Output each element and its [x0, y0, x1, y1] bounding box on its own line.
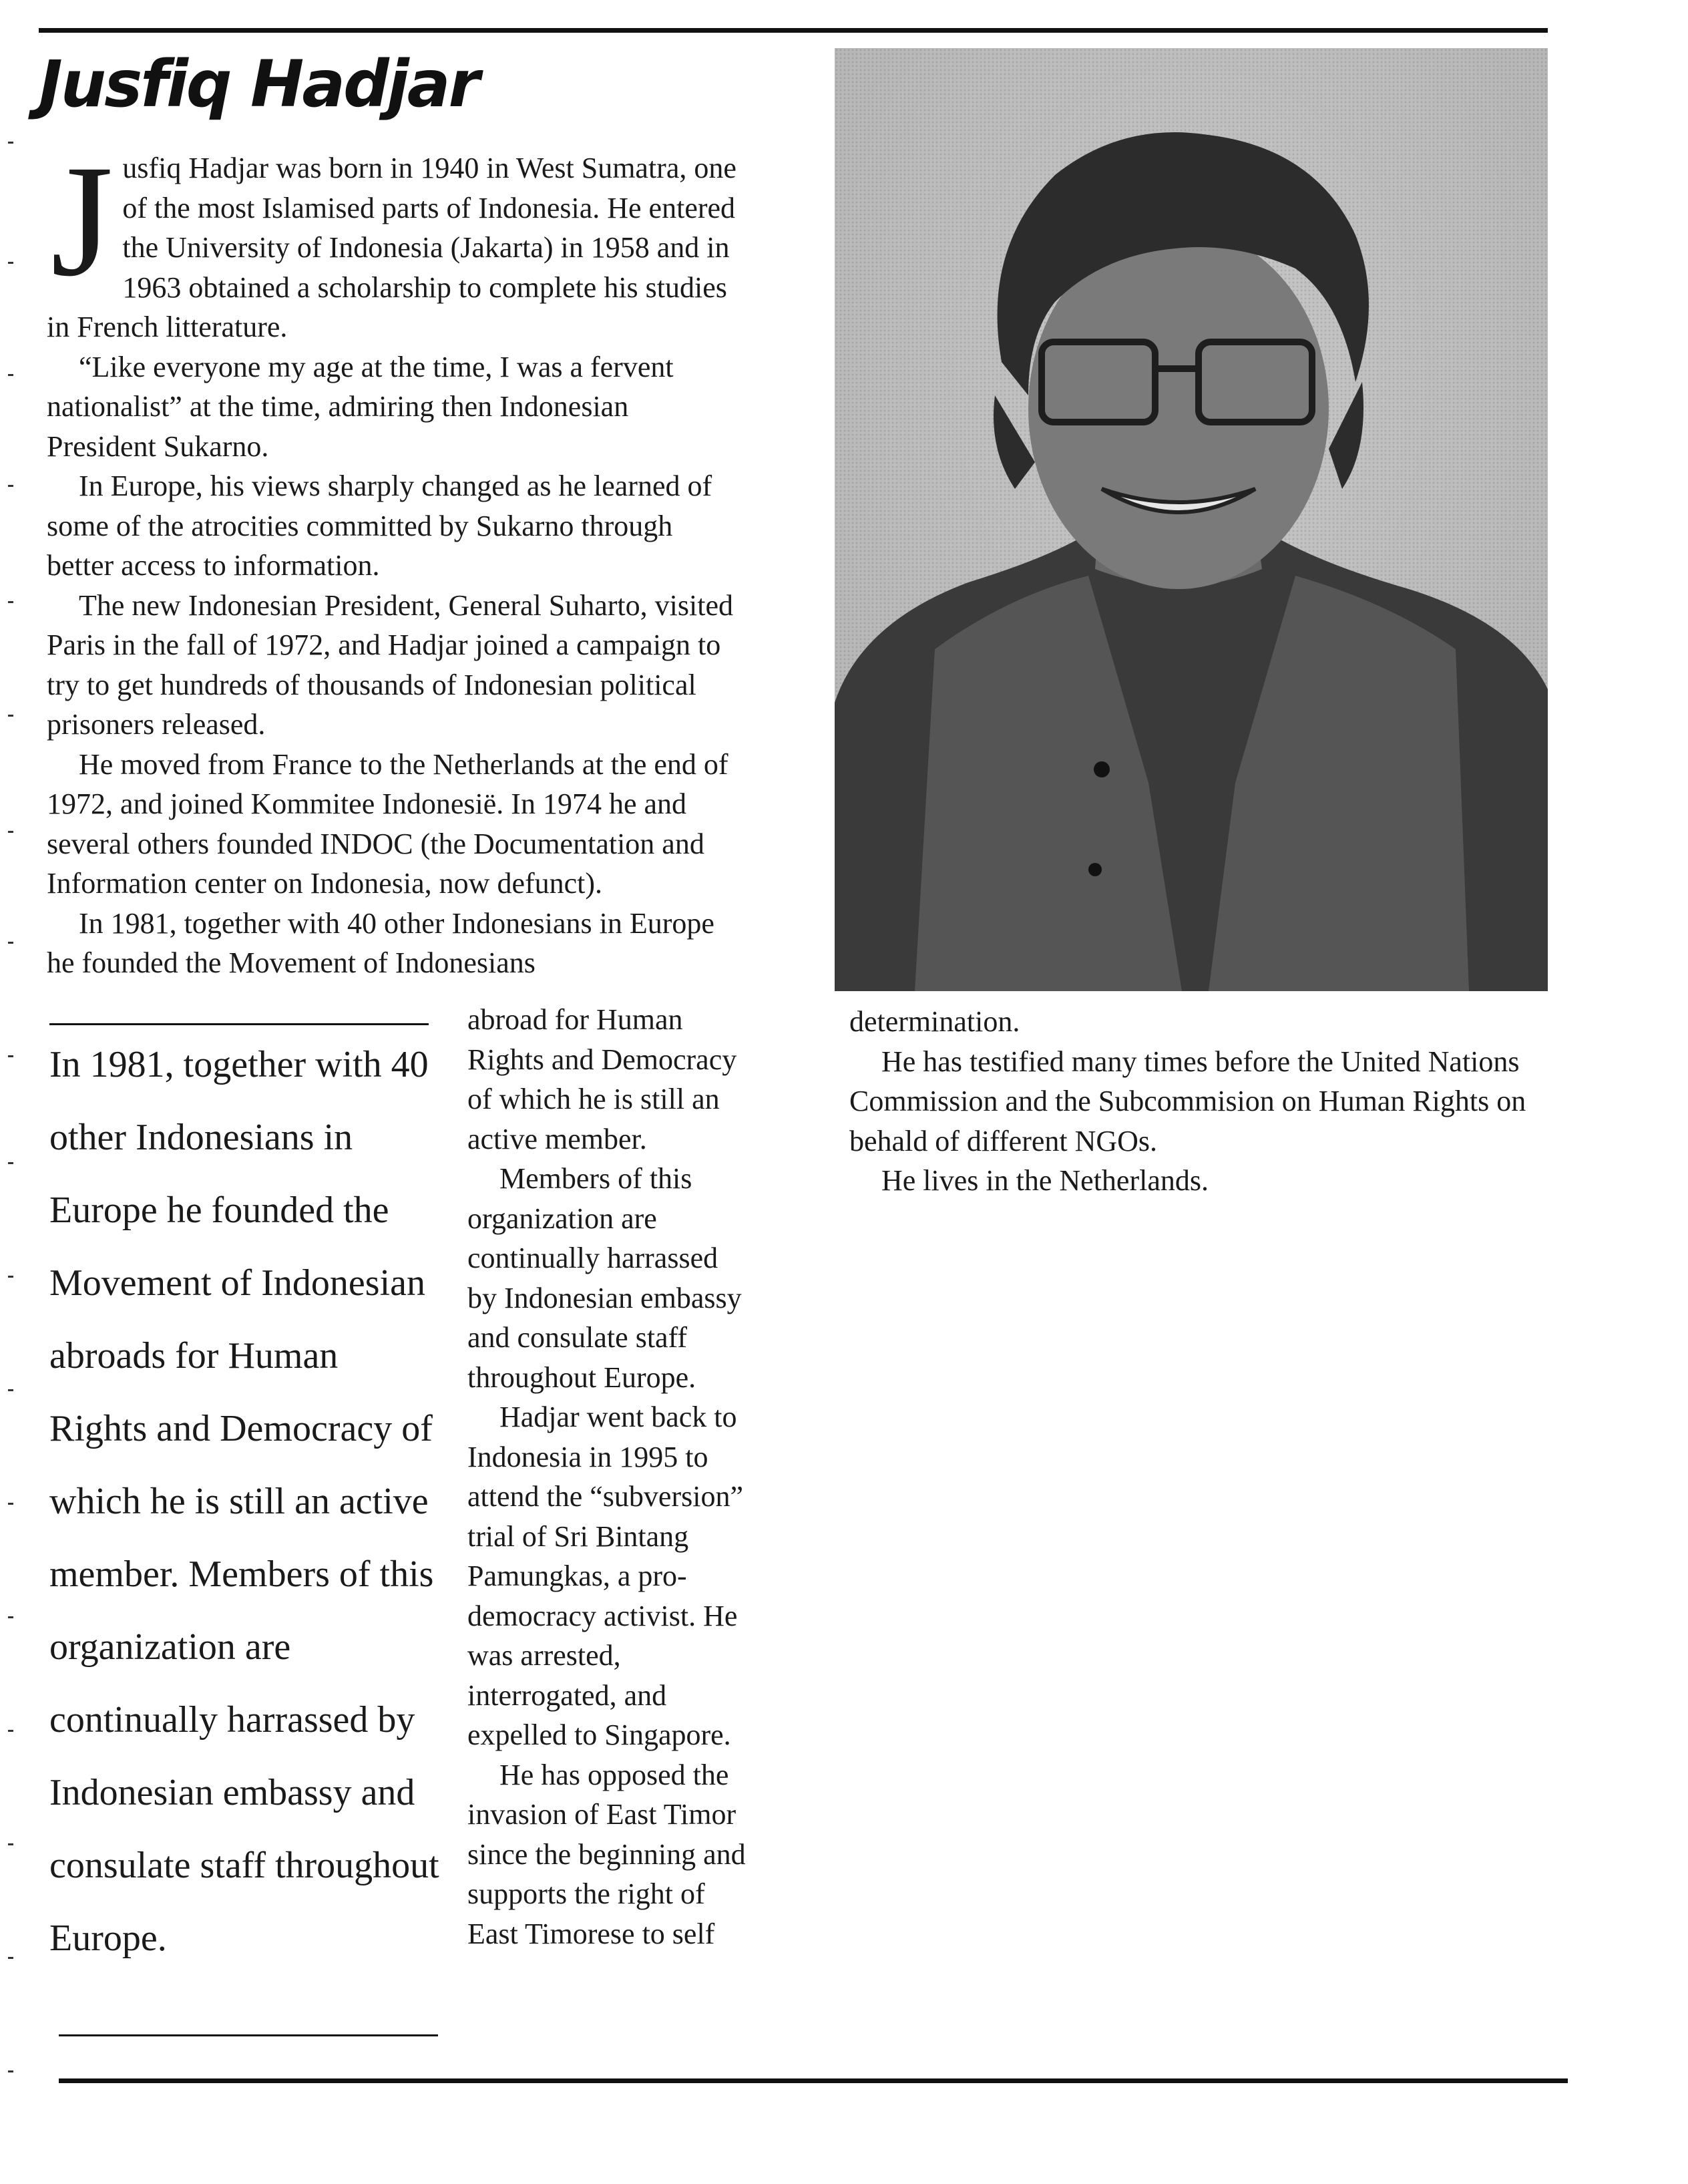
paragraph-6-continued: abroad for Human Rights and Democracy of which he is still an active member.	[467, 1003, 737, 1155]
paragraph-1-text: usfiq Hadjar was born in 1940 in West Sumatra, one of the most Islamised parts of Indonesia. He entered the University of Indonesia (Jakarta) in 1958 and in 1963 obtained a scholarship to complete his studies in French litterature.	[47, 152, 736, 343]
main-column	[47, 132, 738, 983]
article-title: Jusfiq Hadjar	[39, 47, 478, 122]
margin-mark	[8, 2070, 13, 2072]
margin-mark	[8, 1616, 13, 1618]
paragraph-4: The new Indonesian President, General Suharto, visited Paris in the fall of 1972, and Hadjar joined a campaign to try to get hundreds of thousands of Indonesian political prisoners released.	[47, 588, 733, 741]
first-paragraph	[47, 132, 738, 347]
paragraph-9-continued: determination.	[849, 1005, 1020, 1038]
paragraph-2: “Like everyone my age at the time, I was a fervent nationalist” at the time, admiring then Indonesian President Sukarno.	[47, 350, 674, 463]
margin-mark	[8, 1503, 13, 1505]
margin-mark	[8, 1276, 13, 1278]
margin-mark	[8, 1389, 13, 1391]
bottom-rule	[59, 2078, 1568, 2083]
pull-quote: In 1981, together with 40 other Indonesians in Europe he founded the Movement of Indonesian abroads for Human Rights and Democracy of which he is still an active member. Members of this organization are continually harrassed by Indonesian embassy and consulate staff throughout Europe.	[49, 1044, 439, 1959]
top-rule	[39, 28, 1548, 33]
paragraph-7: Members of this organization are continually harrassed by Indonesian embassy and consulate staff throughout Europe.	[467, 1162, 742, 1394]
margin-mark	[8, 1055, 13, 1057]
margin-mark	[8, 1957, 13, 1959]
paragraph-11: He lives in the Netherlands.	[881, 1164, 1209, 1197]
paragraph-9-lead: He has opposed the invasion of East Timor since the beginning and supports the right of East Timorese to self	[467, 1758, 746, 1950]
margin-mark	[8, 1730, 13, 1732]
paragraph-10: He has testified many times before the United Nations Commission and the Subcommision on Human Rights on behald of different NGOs.	[849, 1045, 1526, 1157]
margin-mark	[8, 485, 13, 487]
margin-mark	[8, 1843, 13, 1845]
margin-mark	[8, 942, 13, 944]
paragraph-6-lead: In 1981, together with 40 other Indonesians in Europe he founded the Movement of Indonesians	[47, 906, 714, 979]
portrait-illustration	[835, 48, 1548, 991]
narrow-column	[467, 1000, 748, 1954]
dropcap: J	[51, 132, 114, 309]
pullquote-bottom-rule	[59, 2034, 438, 2036]
portrait-photo	[835, 48, 1548, 991]
margin-mark	[8, 831, 13, 833]
margin-mark	[8, 601, 13, 603]
right-column	[849, 1002, 1557, 1201]
margin-mark	[8, 374, 13, 376]
paragraph-8: Hadjar went back to Indonesia in 1995 to attend the “subversion” trial of Sri Bintang Pamungkas, a pro-democracy activist. He was arrested, interrogated, and expelled to Singapore.	[467, 1401, 743, 1751]
pullquote-top-rule	[49, 1023, 429, 1025]
margin-mark	[8, 142, 13, 144]
margin-mark	[8, 1162, 13, 1164]
margin-mark	[8, 262, 13, 264]
paragraph-3: In Europe, his views sharply changed as he learned of some of the atrocities committed by Sukarno through better access to information.	[47, 470, 712, 582]
margin-mark	[8, 715, 13, 717]
paragraph-5: He moved from France to the Netherlands at the end of 1972, and joined Kommitee Indonesië. In 1974 he and several others founded INDOC (the Documentation and Information center on Indonesia, now defunct).	[47, 747, 728, 900]
